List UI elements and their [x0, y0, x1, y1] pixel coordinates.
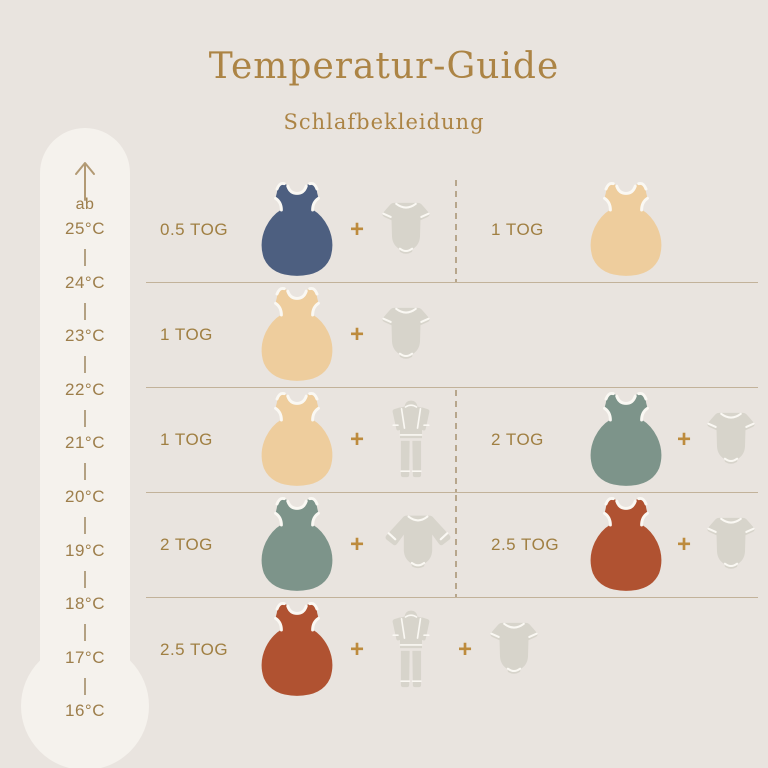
- sleeping-bag-icon: [258, 601, 336, 699]
- temperature-range-prefix: ab: [75, 196, 95, 213]
- dashed-divider: [455, 180, 457, 282]
- plus-sign: +: [677, 426, 692, 453]
- temperature-label: 16°C: [65, 701, 105, 721]
- sleeping-bag-icon: [258, 391, 336, 489]
- tog-label: 1 TOG: [160, 430, 213, 449]
- row-left: [146, 283, 457, 387]
- row-left: [146, 493, 457, 597]
- guide-row: [146, 283, 758, 388]
- temperature-tick: [84, 463, 86, 480]
- temperature-label: 22°C: [65, 379, 105, 399]
- sleeping-bag-icon: [258, 496, 336, 594]
- plus-sign: +: [350, 321, 365, 348]
- pajamas-icon: [378, 397, 444, 483]
- row-right: [457, 178, 758, 282]
- sleeping-bag-icon: [258, 181, 336, 279]
- sleeping-bag-icon: [258, 286, 336, 384]
- temperature-tick: [84, 571, 86, 588]
- temperature-label: 23°C: [65, 326, 105, 346]
- row-right: [457, 283, 758, 387]
- bodysuit-short-icon: [378, 199, 434, 261]
- temperature-label: 18°C: [65, 594, 105, 614]
- dashed-divider: [455, 495, 457, 597]
- row-left: [146, 388, 457, 492]
- bodysuit-short-icon: [703, 409, 759, 471]
- temperature-label: 24°C: [65, 272, 105, 292]
- row-left: [146, 178, 457, 282]
- bodysuit-short-icon: [378, 304, 434, 366]
- tog-label: 2 TOG: [160, 535, 213, 554]
- row-right: [457, 493, 759, 597]
- bodysuit-short-icon: [486, 619, 542, 681]
- tog-label: 1 TOG: [491, 220, 544, 239]
- tog-label: 2.5 TOG: [160, 640, 229, 659]
- pajamas-icon: [378, 607, 444, 693]
- sleeping-bag-icon: [587, 181, 665, 279]
- temperature-tick: [84, 678, 86, 695]
- temperature-label: 17°C: [65, 647, 105, 667]
- sleeping-bag-icon: [587, 391, 665, 489]
- guide-row: [146, 493, 758, 598]
- sleeping-bag-icon: [587, 496, 665, 594]
- guide-rows: [146, 178, 758, 702]
- guide-row: [146, 598, 758, 702]
- bodysuit-long-icon: [378, 510, 458, 580]
- guide-row: [146, 388, 758, 493]
- temperature-tick: [84, 624, 86, 641]
- temperature-tick: [84, 356, 86, 373]
- dashed-divider: [455, 390, 457, 492]
- temperature-label: 21°C: [65, 433, 105, 453]
- temperature-label: 19°C: [65, 540, 105, 560]
- temperature-label: 25°C: [65, 219, 105, 238]
- plus-sign: +: [350, 216, 365, 243]
- row-right: [457, 388, 759, 492]
- temperature-tick: [84, 249, 86, 266]
- plus-sign: +: [350, 531, 365, 558]
- temperature-tick: [84, 410, 86, 427]
- page-subtitle: Schlafbekleidung: [283, 110, 485, 134]
- plus-sign: +: [350, 426, 365, 453]
- tog-label: 0.5 TOG: [160, 220, 229, 239]
- tog-label: 2 TOG: [491, 430, 544, 449]
- plus-sign: +: [677, 531, 692, 558]
- bodysuit-short-icon: [703, 514, 759, 576]
- guide-row: [146, 178, 758, 283]
- tog-label: 2.5 TOG: [491, 535, 560, 554]
- tog-label: 1 TOG: [160, 325, 213, 344]
- temperature-tick: [84, 517, 86, 534]
- plus-sign: +: [350, 636, 365, 663]
- row-left: [146, 598, 473, 702]
- page-title: Temperatur-Guide: [208, 46, 560, 87]
- temperature-label: 20°C: [65, 487, 105, 506]
- plus-sign: +: [458, 636, 473, 663]
- temperature-tick: [84, 303, 86, 320]
